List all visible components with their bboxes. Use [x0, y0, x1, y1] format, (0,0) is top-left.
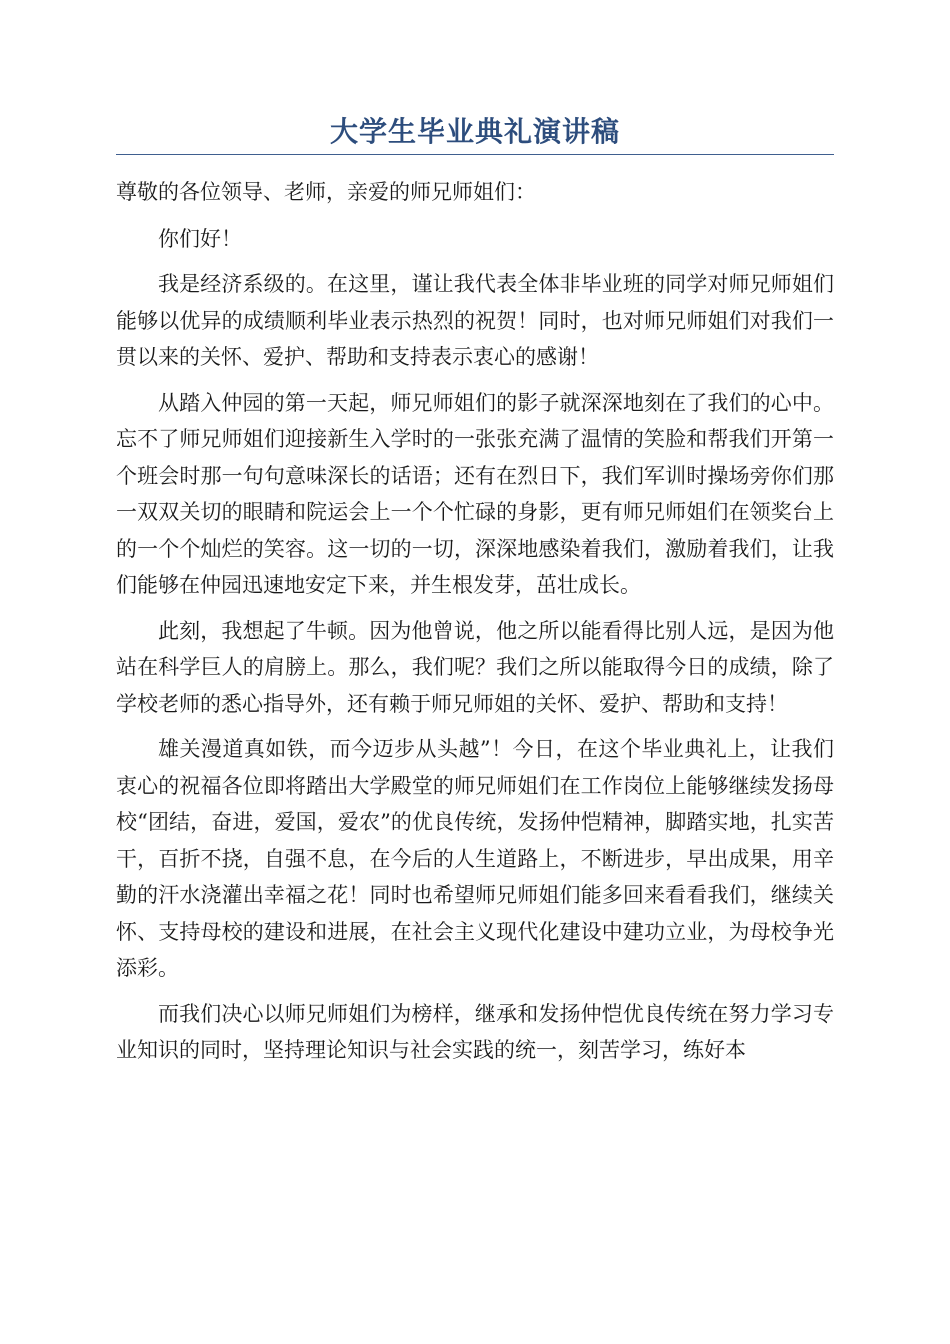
paragraph-resolve: 而我们决心以师兄师姐们为榜样，继承和发扬仲恺优良传统在努力学习专业知识的同时，坚持理论知识与社会实践的统一，刻苦学习，练好本 — [116, 1001, 834, 1062]
salutation: 尊敬的各位领导、老师，亲爱的师兄师姐们： — [116, 180, 536, 204]
paragraph-memories: 从踏入仲园的第一天起，师兄师姐们的影子就深深地刻在了我们的心中。忘不了师兄师姐们迎接新生入学时的一张张充满了温情的笑脸和帮我们开第一个班会时那一句句意味深长的话语；还有在烈日下，我们军训时操场旁你们那一双双关切的眼睛和院运会上一个个忙碌的身影，更有师兄师姐们在领奖台上的一个个灿烂的笑容。这一切的一切，深深地感染着我们，激励着我们，让我们能够在仲园迅速地安定下来，并生根发芽，茁壮成长。 — [116, 390, 834, 597]
document-title: 大学生毕业典礼演讲稿 — [329, 115, 620, 148]
paragraph-newton: 此刻，我想起了牛顿。因为他曾说，他之所以能看得比别人远，是因为他站在科学巨人的肩膀上。那么，我们呢？我们之所以能取得今日的成绩，除了学校老师的悉心指导外，还有赖于师兄师姐的关怀、爱护、帮助和支持！ — [116, 618, 834, 716]
paragraph-introduction: 我是经济系级的。在这里，谨让我代表全体非毕业班的同学对师兄师姐们能够以优异的成绩顺利毕业表示热烈的祝贺！同时，也对师兄师姐们对我们一贯以来的关怀、爱护、帮助和支持表示衷心的感谢！ — [116, 272, 834, 369]
title-underline — [116, 154, 834, 155]
paragraph-greeting: 你们好！ — [158, 226, 242, 251]
document-page — [116, 112, 834, 1078]
paragraph-blessings: 雄关漫道真如铁，而今迈步从头越”！今日，在这个毕业典礼上，让我们衷心的祝福各位即将踏出大学殿堂的师兄师姐们在工作岗位上能够继续发扬母校“团结，奋进，爱国，爱农”的优良传统，发扬仲恺精神，脚踏实地，扎实苦干，百折不挠，自强不息，在今后的人生道路上，不断进步，早出成果，用辛勤的汗水浇灌出幸福之花！同时也希望师兄师姐们能多回来看看我们，继续关怀、支持母校的建设和进展，在社会主义现代化建设中建功立业，为母校争光添彩。 — [116, 737, 834, 980]
